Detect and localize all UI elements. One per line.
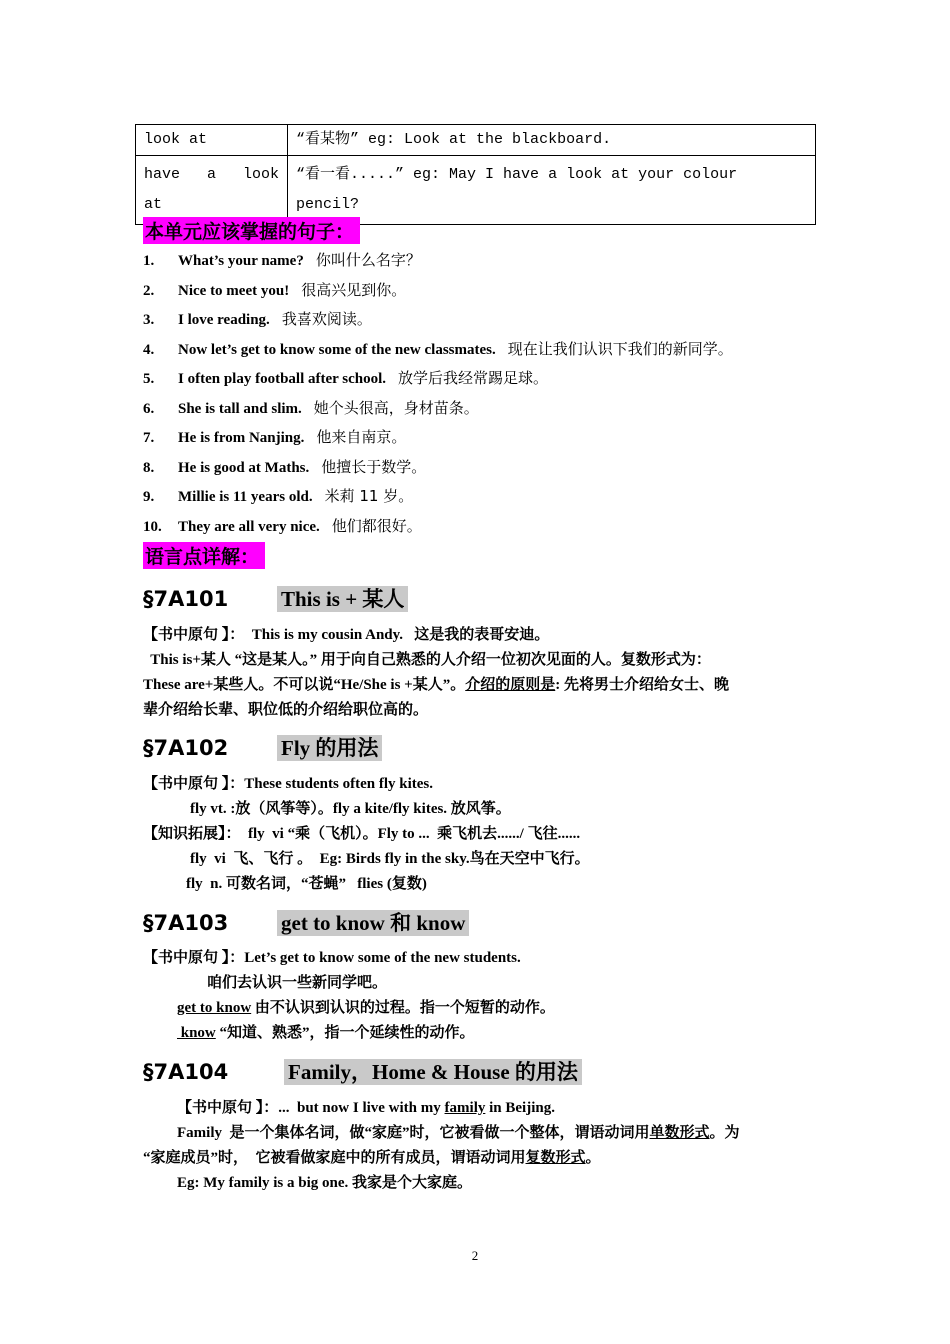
underlined-text: family [444, 1100, 486, 1116]
text-line: fly n. 可数名词，“苍蝇” flies (复数) [186, 876, 427, 892]
text-span: 。 [585, 1150, 601, 1166]
text-line: 咱们去认识一些新同学吧。 [207, 975, 388, 991]
section-code: §7A104 [143, 1060, 229, 1084]
sentence-en: She is tall and slim. [178, 400, 302, 417]
section-code: §7A101 [143, 587, 229, 611]
list-item [143, 305, 733, 335]
underlined-text: 单数形式 [649, 1125, 710, 1141]
sentence-cn: 米莉 11 岁。 [324, 487, 414, 505]
list-item [143, 364, 733, 394]
sentence-list [143, 246, 733, 541]
item-number: 9. [143, 489, 155, 505]
text-line [143, 1021, 813, 1046]
underlined-text: 复数形式 [525, 1150, 586, 1166]
phrase-line: at [144, 196, 163, 213]
item-number: 5. [143, 371, 155, 387]
text-line: fly vt. :放（风筝等）。fly a kite/fly kites. 放风筝。 [190, 801, 511, 817]
section-body-7a101 [143, 623, 813, 723]
underlined-text: know [177, 1025, 216, 1041]
list-item [143, 276, 733, 306]
list-item [143, 335, 733, 365]
table-cell-phrase [136, 156, 288, 225]
page-number: 2 [471, 1248, 479, 1263]
text-span: 由不认识到认识的过程。指一个短暂的动作。 [251, 1000, 555, 1016]
text-line [143, 996, 813, 1021]
table-cell-explanation: “看某物” eg: Look at the blackboard. [288, 125, 816, 156]
item-number: 8. [143, 459, 155, 476]
item-number: 7. [143, 430, 155, 446]
section-title: Family，Home & House 的用法 [284, 1059, 582, 1085]
phrase-line: have a look [144, 166, 280, 183]
section-heading-7a102 [143, 733, 382, 763]
text-line: Eg: My family is a big one. 我家是个大家庭。 [177, 1175, 472, 1191]
sentence-cn: 放学后我经常踢足球。 [398, 369, 549, 387]
vocab-table [135, 124, 816, 225]
sentence-cn: 现在让我们认识下我们的新同学。 [507, 339, 733, 358]
section-title: get to know 和 know [277, 910, 469, 936]
section-body-7a104 [143, 1096, 813, 1196]
section-heading-7a101 [143, 584, 408, 614]
sentence-en: I often play football after school. [178, 371, 387, 387]
text-span: 【书中原句 】：... but now I live with my [177, 1100, 445, 1116]
list-item [143, 423, 733, 453]
text-line [143, 1096, 813, 1121]
sentence-en: Millie is 11 years old. [178, 489, 313, 505]
sentence-en: I love reading. [178, 312, 270, 328]
sentence-en: They are all very nice. [178, 518, 320, 535]
section-body-7a102 [143, 772, 813, 897]
text-span: in Beijing. [485, 1100, 555, 1116]
points-heading: 语言点详解： [143, 542, 265, 569]
text-line [143, 1121, 813, 1146]
text-line: fly vi 飞、飞行 。 Eg: Birds fly in the sky.鸟在天空中飞行。 [190, 851, 590, 867]
list-item [143, 482, 733, 512]
text-span: “知道、熟悉”，指一个延续性的动作。 [215, 1025, 475, 1041]
sentence-cn: 他们都很好。 [331, 516, 422, 535]
sentences-heading: 本单元应该掌握的句子： [143, 217, 360, 244]
list-item [143, 394, 733, 424]
text-line: This is+某人 “这是某人。” 用于向自己熟悉的人介绍一位初次见面的人。复数形式为： [143, 652, 711, 668]
sentence-en: He is from Nanjing. [178, 430, 305, 446]
text-line: 【书中原句 】： This is my cousin Andy. 这是我的表哥安迪。 [143, 627, 550, 643]
sentence-cn: 他擅长于数学。 [321, 457, 427, 476]
sentence-cn: 我喜欢阅读。 [281, 310, 372, 328]
text-span: “家庭成员”时， 它被看做家庭中的所有成员，谓语动词用 [143, 1150, 526, 1166]
sentence-en: Now let’s get to know some of the new classmates. [178, 341, 496, 358]
text-line: 【书中原句 】：Let’s get to know some of the new students. [143, 950, 521, 966]
item-number: 2. [143, 282, 155, 299]
item-number: 10. [143, 518, 162, 535]
list-item [143, 246, 733, 276]
sentence-en: He is good at Maths. [178, 459, 310, 476]
text-span: These are+某些人。不可以说“He/She is +某人”。 [143, 677, 466, 693]
section-heading-7a104 [143, 1057, 582, 1087]
list-item [143, 453, 733, 483]
item-number: 4. [143, 341, 155, 358]
section-code: §7A102 [143, 736, 229, 760]
item-number: 3. [143, 312, 155, 328]
text-line: 【书中原句 】：These students often fly kites. [143, 776, 434, 792]
text-span: 。为 [709, 1125, 740, 1141]
section-title: Fly 的用法 [277, 735, 382, 761]
sentence-en: What’s your name? [178, 253, 304, 269]
sentence-cn: 他来自南京。 [316, 428, 407, 446]
text-line [143, 673, 813, 698]
section-heading-7a103 [143, 908, 469, 938]
table-cell-phrase: look at [136, 125, 288, 156]
section-body-7a103 [143, 946, 813, 1046]
sentence-cn: 她个头很高，身材苗条。 [313, 398, 479, 417]
table-cell-explanation: “看一看.....” eg: May I have a look at your colour pencil? [288, 156, 816, 225]
section-code: §7A103 [143, 911, 229, 935]
text-line: 辈介绍给长辈、职位低的介绍给职位高的。 [143, 702, 429, 718]
underlined-text: 介绍的原则是 [465, 677, 556, 693]
text-span: : 先将男士介绍给女士、晚 [555, 677, 729, 693]
sentence-cn: 很高兴见到你。 [301, 280, 407, 299]
list-item [143, 512, 733, 542]
sentence-en: Nice to meet you! [178, 282, 290, 299]
text-span: Family 是一个集体名词，做“家庭”时，它被看做一个整体，谓语动词用 [177, 1125, 650, 1141]
section-title: This is + 某人 [277, 586, 408, 612]
text-line [143, 1146, 813, 1171]
item-number: 6. [143, 400, 155, 417]
sentence-cn: 你叫什么名字？ [315, 251, 421, 269]
underlined-text: get to know [177, 1000, 252, 1016]
item-number: 1. [143, 253, 155, 269]
table-row [136, 125, 816, 156]
table-row [136, 156, 816, 225]
text-line: 【知识拓展】： fly vi “乘（飞机）。Fly to ... 乘飞机去....../ 飞往...... [143, 826, 581, 842]
